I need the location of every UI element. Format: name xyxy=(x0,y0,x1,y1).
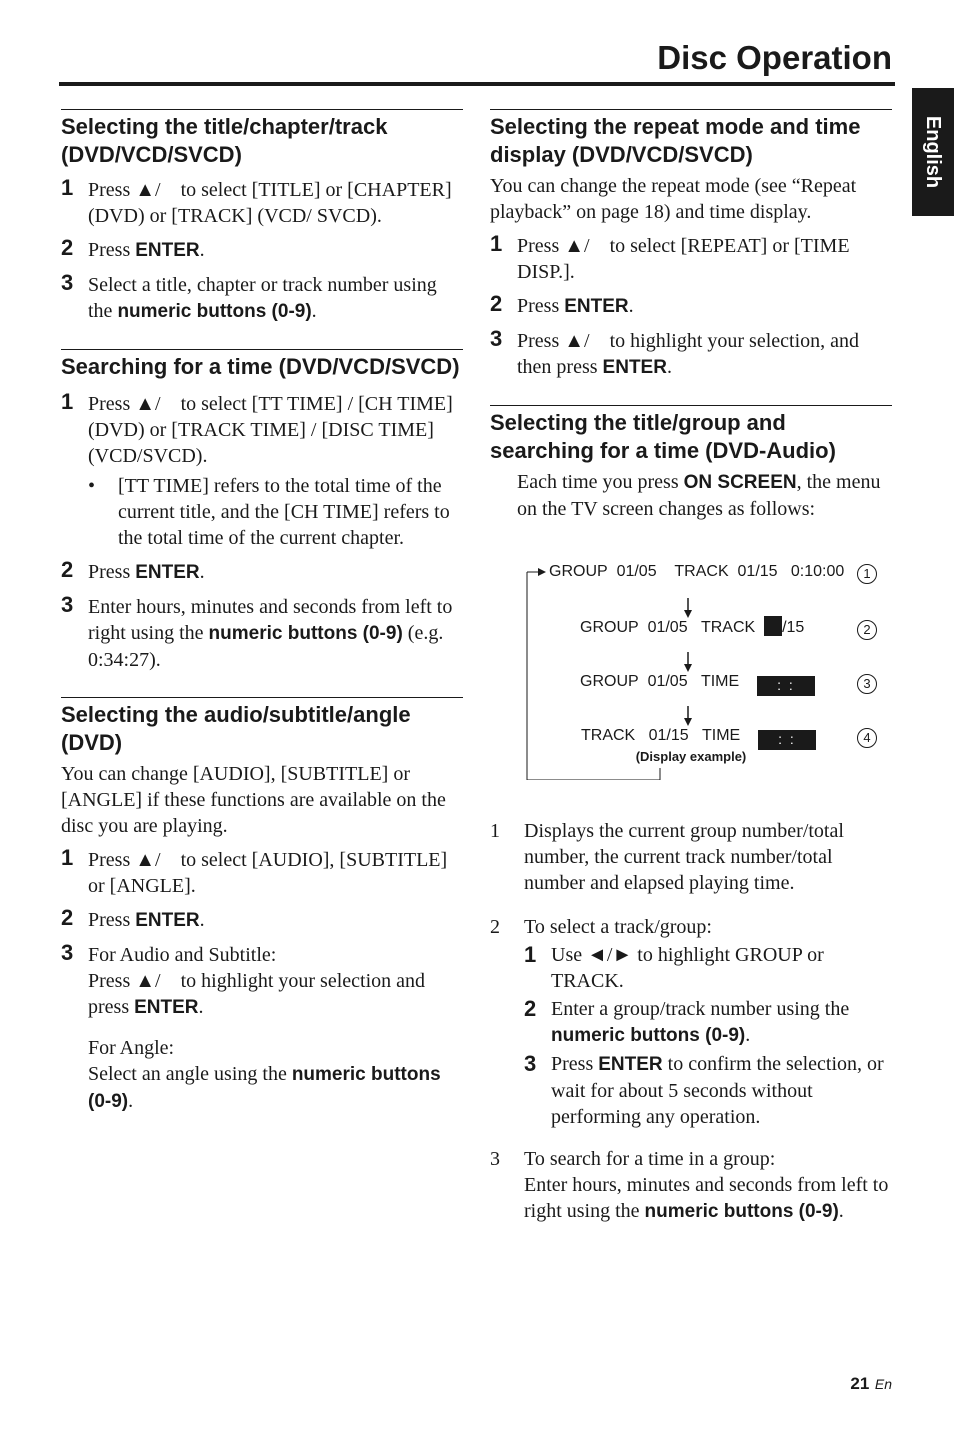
step-text: to highlight your selection, and then press xyxy=(517,330,859,378)
press-text: Press xyxy=(517,330,560,352)
step-number: 1 xyxy=(61,175,74,200)
time-entry-box: : : xyxy=(758,730,816,750)
step-number: 1 xyxy=(61,389,74,414)
up-down-arrow-icon: ▲/ xyxy=(135,393,161,415)
note-item-1 xyxy=(490,818,892,896)
angle-label: For Angle: xyxy=(88,1037,175,1059)
step-1 xyxy=(61,177,463,229)
step-1 xyxy=(61,391,463,551)
bullet-note xyxy=(88,473,463,551)
press-text: Press xyxy=(88,179,131,201)
sub-step-2: 2 Enter a group/track number using the numeric buttons (0-9). xyxy=(524,996,850,1046)
step-number: 3 xyxy=(61,940,74,965)
section-heading: Searching for a time (DVD/VCD/SVCD) xyxy=(61,354,460,379)
bullet-text: [TT TIME] refers to the total time of the current title, and the [CH TIME] refers to the total time of the current chapter. xyxy=(118,475,450,549)
sub-step-3: 3 Press ENTER to confirm the selection, or wait for about 5 seconds without performing any operation. xyxy=(524,1051,884,1128)
section-intro: You can change the repeat mode (see “Repeat playback” on page 18) and time display. xyxy=(490,175,857,223)
step-1 xyxy=(490,233,892,285)
item-number: 1 xyxy=(490,820,500,842)
page-title: Disc Operation xyxy=(657,39,892,76)
step-text: to select [REPEAT] or [TIME DISP.]. xyxy=(517,235,850,283)
step-3 xyxy=(61,594,463,673)
step-number: 2 xyxy=(61,905,74,930)
step-text: Select a title, chapter or track number using the xyxy=(88,274,437,322)
callout-2: 2 xyxy=(857,620,877,640)
step-2: 2 Press ENTER. xyxy=(61,905,205,931)
angle-note: For Angle: Select an angle using the numeric buttons (0-9). xyxy=(61,1035,463,1115)
section-dvd-audio xyxy=(490,405,892,1225)
section-audio-subtitle-angle xyxy=(61,697,463,1115)
numeric-buttons: numeric buttons (0-9) xyxy=(88,1064,441,1112)
page-language: En xyxy=(874,1376,892,1392)
press-text: Press xyxy=(88,239,131,261)
left-column xyxy=(61,109,463,1115)
display-row-1: GROUP 01/05 TRACK 01/15 0:10:00 xyxy=(549,563,845,580)
step-1 xyxy=(61,847,463,899)
step-number: 2 xyxy=(490,291,503,316)
item-number: 2 xyxy=(490,916,500,938)
item-text: To select a track/group: xyxy=(524,916,712,938)
display-sequence-diagram xyxy=(490,538,892,780)
up-down-arrow-icon: ▲/ xyxy=(564,235,590,257)
section-title-chapter-track xyxy=(61,109,463,325)
step-text: to select [TT TIME] / [CH TIME] (DVD) or [TRACK TIME] / [DISC TIME] (VCD/SVCD). xyxy=(88,393,453,467)
step-number: 2 xyxy=(524,996,537,1021)
step-number: 3 xyxy=(61,592,74,617)
up-down-arrow-icon: ▲/ xyxy=(135,849,161,871)
enter-key: ENTER xyxy=(135,910,200,931)
on-screen-key: ON SCREEN xyxy=(683,472,797,493)
left-right-arrow-icon: ◄/► xyxy=(587,944,633,966)
up-down-arrow-icon: ▲/ xyxy=(564,330,590,352)
step-number: 2 xyxy=(61,557,74,582)
callout-3: 3 xyxy=(857,674,877,694)
press-text: Press xyxy=(517,295,560,317)
step-3: 3 For Audio and Subtitle: Press ▲/ to highlight your selection and press ENTER. xyxy=(61,942,463,1021)
step-2: 2 Press ENTER. xyxy=(490,291,634,317)
step-number: 3 xyxy=(61,270,74,295)
highlight-cursor xyxy=(764,616,782,636)
angle-text: Select an angle using the xyxy=(88,1063,287,1085)
item-number: 3 xyxy=(490,1148,500,1170)
section-search-time xyxy=(61,349,463,673)
note-item-3: 3 To search for a time in a group: Enter hours, minutes and seconds from left to right using the numeric buttons (0-9). xyxy=(490,1146,892,1225)
step-3: 3 Press ▲/ to highlight your selection, and then press ENTER. xyxy=(490,326,859,378)
section-repeat-time-display xyxy=(490,109,892,381)
press-text: Press xyxy=(88,561,131,583)
numeric-buttons: numeric buttons (0-9) xyxy=(644,1201,839,1222)
step-text: to select [TITLE] or [CHAPTER] (DVD) or [TRACK] (VCD/ SVCD). xyxy=(88,179,452,227)
step-2: 2 Press ENTER. xyxy=(61,235,205,261)
enter-key: ENTER xyxy=(135,240,200,261)
note-item-2 xyxy=(490,914,892,1130)
enter-key: ENTER xyxy=(564,296,629,317)
step-number: 3 xyxy=(524,1051,537,1076)
display-row-2: GROUP 01/05 TRACK /15 xyxy=(580,616,804,638)
enter-key: ENTER xyxy=(134,997,199,1018)
callout-1: 1 xyxy=(857,564,877,584)
callout-4: 4 xyxy=(857,728,877,748)
press-text: Press xyxy=(88,909,131,931)
diagram-caption: (Display example) xyxy=(635,749,747,764)
numeric-buttons: numeric buttons (0-9) xyxy=(117,301,312,322)
item-text: To search for a time in a group: xyxy=(524,1148,776,1170)
bullet-icon: • xyxy=(88,475,96,497)
sub-step-1: 1 Use ◄/► to highlight GROUP or TRACK. xyxy=(524,942,824,992)
step-number: 1 xyxy=(524,942,537,967)
page-footer xyxy=(850,1370,892,1397)
press-text: Press xyxy=(88,970,131,992)
enter-key: ENTER xyxy=(135,562,200,583)
step-text: For Audio and Subtitle: xyxy=(88,944,277,966)
time-entry-box: : : xyxy=(757,676,815,696)
page-number: 21 xyxy=(850,1374,870,1393)
language-label: English xyxy=(922,115,945,189)
section-heading: Selecting the title/group and searching for a time (DVD-Audio) xyxy=(490,410,836,463)
step-text: to select [AUDIO], [SUBTITLE] or [ANGLE]. xyxy=(88,849,448,897)
up-down-arrow-icon: ▲/ xyxy=(135,970,161,992)
step-text: (e.g. 0:34:27). xyxy=(88,622,444,671)
step-text: to highlight your selection and press xyxy=(88,970,425,1018)
numeric-buttons: numeric buttons (0-9) xyxy=(551,1025,746,1046)
section-heading: Selecting the repeat mode and time display (DVD/VCD/SVCD) xyxy=(490,114,861,167)
step-number: 3 xyxy=(490,326,503,351)
enter-key: ENTER xyxy=(602,357,667,378)
press-text: Press xyxy=(88,849,131,871)
display-row-3: GROUP 01/05 TIME : : xyxy=(580,672,815,696)
step-number: 1 xyxy=(490,231,503,256)
enter-key: ENTER xyxy=(598,1054,663,1075)
display-row-4: TRACK 01/15 TIME : : xyxy=(581,726,816,750)
step-number: 2 xyxy=(61,235,74,260)
item-text: Displays the current group number/total number, the current track number/total number and elapsed playing time. xyxy=(524,820,844,894)
step-2: 2 Press ENTER. xyxy=(61,557,205,583)
step-3: 3 Select a title, chapter or track number using the numeric buttons (0-9). xyxy=(61,270,437,322)
section-intro: Each time you press ON SCREEN, the menu on the TV screen changes as follows: xyxy=(517,471,881,520)
section-heading: Selecting the title/chapter/track (DVD/VCD/SVCD) xyxy=(61,114,388,167)
step-number: 1 xyxy=(61,845,74,870)
section-heading: Selecting the audio/subtitle/angle (DVD) xyxy=(61,702,411,755)
press-text: Press xyxy=(517,235,560,257)
up-down-arrow-icon: ▲/ xyxy=(135,179,161,201)
right-column xyxy=(490,109,892,1225)
title-rule xyxy=(59,82,895,86)
numeric-buttons: numeric buttons (0-9) xyxy=(208,623,403,644)
press-text: Press xyxy=(88,393,131,415)
language-tab xyxy=(912,88,954,216)
step-text: Enter hours, minutes and seconds from left to right using the xyxy=(88,596,453,644)
section-intro: You can change [AUDIO], [SUBTITLE] or [ANGLE] if these functions are available on the disc you are playing. xyxy=(61,763,446,837)
